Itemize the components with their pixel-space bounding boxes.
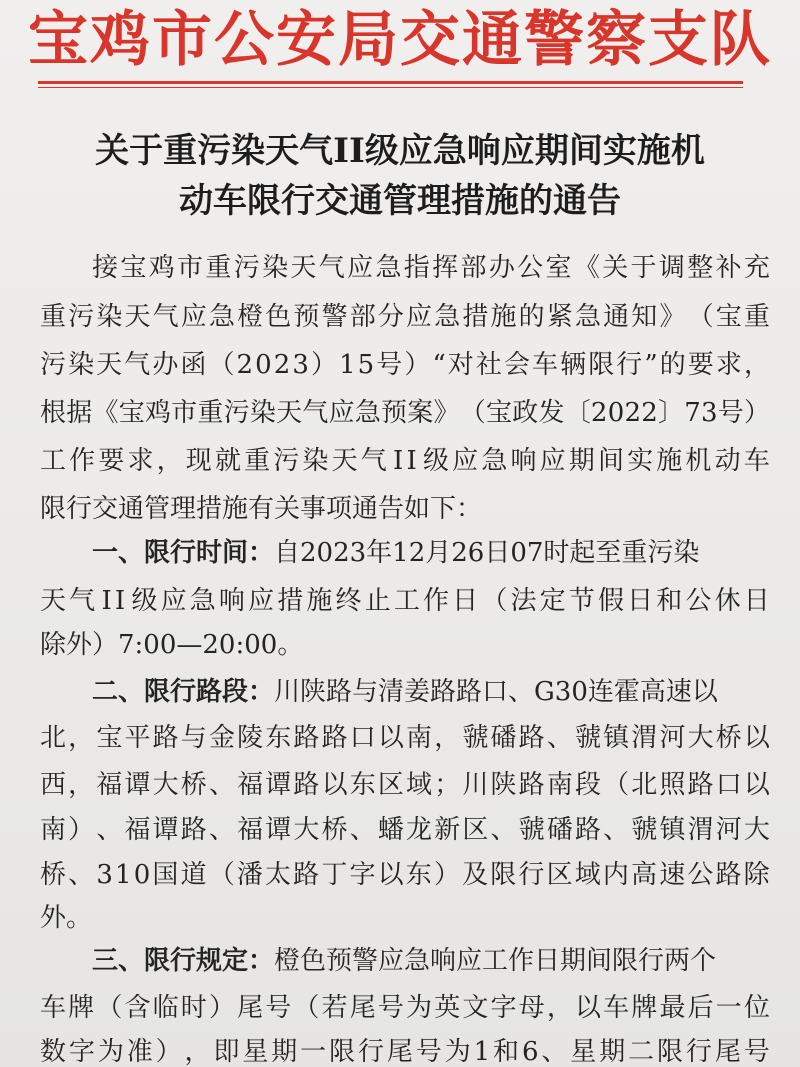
letterhead-rule-thin [38,87,743,88]
section3-text: 橙色预警应急响应工作日期间限行两个 [274,946,717,976]
notice-title-line-1: 关于重污染天气II级应急响应期间实施机 [95,131,705,171]
section1-text: 自2023年12月26日07时起至重污染 [274,538,700,568]
section1-line: 除外）7:00—20:00。 [40,630,304,660]
intro-line: 工 作 要 求 ， 现 就 重 污 染 天 气 I I 级 应 急 响 应 期 间 实 施 机 动 车 [40,446,770,476]
section2-line: 西 ， 福 谭 大 桥 、 福 谭 路 以 东 区 域 ； 川 陕 路 南 段 （ 北 照 路 口 以 [40,770,770,800]
notice-title-line-2: 动车限行交通管理措施的通告 [179,181,621,221]
section2-first-line [40,677,770,707]
letterhead-rule-thick [38,81,743,84]
section2-line: 桥 、 3 1 0 国 道 （ 潘 太 路 丁 字 以 东 ） 及 限 行 区 域 内 高 速 公 路 除 [40,860,770,890]
intro-line: 限行交通管理措施有关事项通告如下： [40,494,483,524]
section2-line: 北 ， 宝 平 路 与 金 陵 东 路 路 口 以 南 ， 虢 磻 路 、 虢 镇 渭 河 大 桥 以 [40,723,770,753]
section1-line: 天 气 I I 级 应 急 响 应 措 施 终 止 工 作 日 （ 法 定 节 假 日 和 公 休 日 [40,586,770,616]
intro-line: 重 污 染 天 气 应 急 橙 色 预 警 部 分 应 急 措 施 的 紧 急 通 知 》 （ 宝 重 [40,302,770,332]
letterhead-org-name: 宝鸡市公安局交通警察支队 [28,5,772,75]
intro-line: 接 宝 鸡 市 重 污 染 天 气 应 急 指 挥 部 办 公 室 《 关 于 调 整 补 充 [92,253,770,283]
section2-text: 川陕路与清姜路路口、G30连霍高速以 [274,677,718,707]
section3-heading: 三、限行规定： [92,946,275,976]
section2-line: 外。 [40,903,93,933]
section2-heading: 二、限行路段： [92,677,275,707]
intro-line: 污 染 天 气 办 函 （ 2 0 2 3 ） 1 5 号 ） “ 对 社 会 车 辆 限 行 ” 的 要 求 ， [40,350,770,380]
section1-first-line [40,538,770,568]
section3-line: 车 牌 （ 含 临 时 ） 尾 号 （ 若 尾 号 为 英 文 字 母 ， 以 车 牌 最 后 一 位 [40,993,770,1023]
section3-first-line [40,946,770,976]
section3-line: 数 字 为 准 ） ， 即 星 期 一 限 行 尾 号 为 1 和 6 、 星 期 二 限 行 尾 号 [40,1037,770,1067]
intro-line: 根 据 《 宝 鸡 市 重 污 染 天 气 应 急 预 案 》 （ 宝 政 发 〔 2 0 2 2 〕 7 3 号 ） [40,398,770,428]
section2-line: 南 ） 、 福 谭 路 、 福 谭 大 桥 、 蟠 龙 新 区 、 虢 磻 路 、 虢 镇 渭 河 大 [40,815,770,845]
section1-heading: 一、限行时间： [92,538,275,568]
